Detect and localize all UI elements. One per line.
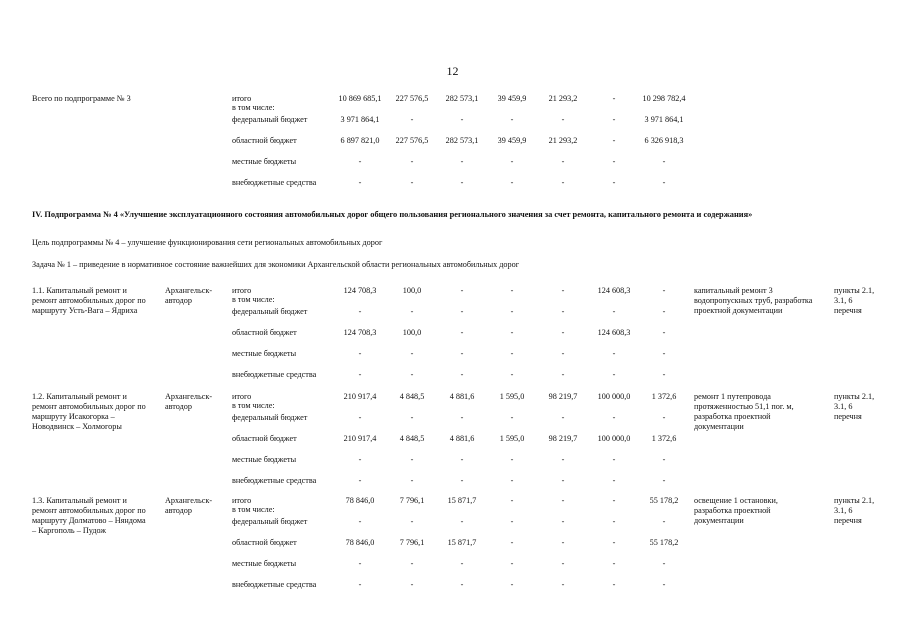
amount-cell: 78 846,0 [345,538,375,547]
amount-cell: 7 796,1 [399,496,425,505]
amount-cell: - [662,476,666,485]
amount-cell: - [510,370,514,379]
page-number: 12 [446,64,459,78]
amount-cell: - [460,370,464,379]
funding-source-label: областной бюджет [232,434,297,443]
item-executor: Архангельск-автодор [165,286,213,305]
amount-cell: - [561,286,565,295]
amount-cell: 282 573,1 [445,94,479,103]
subprogram-goal: Цель подпрограммы № 4 – улучшение функционирования сети региональных автомобильных дорог [32,238,383,247]
amount-cell: 55 178,2 [649,538,679,547]
amount-cell: - [410,370,414,379]
amount-cell: - [460,580,464,589]
amount-cell: - [460,517,464,526]
amount-cell: - [460,349,464,358]
amount-cell: - [460,157,464,166]
amount-cell: - [358,307,362,316]
amount-cell: - [561,455,565,464]
amount-cell: 100 000,0 [597,392,631,401]
amount-cell: - [612,178,616,187]
amount-cell: - [460,413,464,422]
amount-cell: - [358,349,362,358]
funding-source-label: федеральный бюджет [232,413,308,422]
amount-cell: 98 219,7 [548,434,578,443]
amount-cell: - [561,157,565,166]
amount-cell: - [662,455,666,464]
amount-cell: - [510,286,514,295]
amount-cell: - [510,157,514,166]
item-result: капитальный ремонт 3 водопропускных труб, разработка проектной документации [694,286,813,315]
amount-cell: 4 881,6 [449,392,475,401]
amount-cell: - [662,286,666,295]
amount-cell: - [510,538,514,547]
amount-cell: - [510,178,514,187]
amount-cell: - [561,115,565,124]
funding-source-label: областной бюджет [232,328,297,337]
amount-cell: 210 917,4 [343,392,377,401]
funding-source-label: внебюджетные средства [232,476,317,485]
funding-source-label: местные бюджеты [232,349,297,358]
amount-cell: - [612,94,616,103]
amount-cell: - [358,476,362,485]
amount-cell: - [410,178,414,187]
amount-cell: 4 848,5 [399,434,425,443]
amount-cell: 10 869 685,1 [338,94,382,103]
funding-source-label: итого [232,286,252,295]
item-name: 1.1. Капитальный ремонт и ремонт автомобильных дорог по маршруту Усть-Вага – Ядриха [32,286,146,315]
amount-cell: 39 459,9 [497,94,527,103]
amount-cell: 1 372,6 [651,392,677,401]
funding-source-label: внебюджетные средства [232,178,317,187]
amount-cell: - [561,538,565,547]
funding-source-label: местные бюджеты [232,157,297,166]
amount-cell: 3 971 864,1 [340,115,380,124]
amount-cell: - [612,580,616,589]
amount-cell: - [662,370,666,379]
amount-cell: 100,0 [402,328,422,337]
amount-cell: - [510,580,514,589]
amount-cell: - [561,413,565,422]
item-reference: пункты 2.1, 3.1, 6 перечня [834,496,875,525]
amount-cell: - [662,307,666,316]
amount-cell: - [460,476,464,485]
funding-source-sublabel: в том числе: [232,401,275,410]
amount-cell: - [460,178,464,187]
item-reference: пункты 2.1, 3.1, 6 перечня [834,286,875,315]
funding-source-sublabel: в том числе: [232,295,275,304]
item-name: 1.3. Капитальный ремонт и ремонт автомобильных дорог по маршруту Долматово – Няндома – Каргополь – Пудож [32,496,146,535]
task-statement: Задача № 1 – приведение в нормативное состояние важнейших для экономики Архангельской области региональных автомобильных дорог [32,260,520,269]
amount-cell: 1 595,0 [499,434,525,443]
amount-cell: 7 796,1 [399,538,425,547]
amount-cell: - [561,580,565,589]
amount-cell: - [612,559,616,568]
amount-cell: - [612,307,616,316]
item-result: ремонт 1 путепровода протяженностью 51,1 пог. м, разработка проектной документации [694,392,794,431]
amount-cell: - [612,136,616,145]
funding-source-label: федеральный бюджет [232,307,308,316]
amount-cell: - [410,413,414,422]
amount-cell: 124 608,3 [597,286,631,295]
amount-cell: - [561,559,565,568]
funding-source-label: федеральный бюджет [232,115,308,124]
amount-cell: - [662,580,666,589]
amount-cell: 78 846,0 [345,496,375,505]
amount-cell: - [561,349,565,358]
amount-cell: 15 871,7 [447,538,477,547]
amount-cell: 100 000,0 [597,434,631,443]
amount-cell: - [510,517,514,526]
funding-source-label: итого [232,496,252,505]
funding-source-sublabel: в том числе: [232,103,275,112]
amount-cell: - [561,178,565,187]
amount-cell: - [612,455,616,464]
funding-source-label: внебюджетные средства [232,370,317,379]
funding-source-label: областной бюджет [232,136,297,145]
amount-cell: - [510,349,514,358]
amount-cell: - [561,307,565,316]
amount-cell: 1 595,0 [499,392,525,401]
amount-cell: - [561,476,565,485]
amount-cell: - [662,328,666,337]
funding-source-label: внебюджетные средства [232,580,317,589]
amount-cell: 6 897 821,0 [340,136,380,145]
amount-cell: - [612,349,616,358]
amount-cell: 4 848,5 [399,392,425,401]
amount-cell: 124 708,3 [343,328,377,337]
section-title: IV. Подпрограмма № 4 «Улучшение эксплуатационного состояния автомобильных дорог общего пользования регионального значения за счет ремонта, капитального ремонта и содержания» [32,210,753,219]
amount-cell: 98 219,7 [548,392,578,401]
amount-cell: - [662,413,666,422]
amount-cell: - [410,455,414,464]
amount-cell: - [410,349,414,358]
amount-cell: - [358,559,362,568]
amount-cell: - [510,455,514,464]
subprogram3-total-label: Всего по подпрограмме № 3 [32,94,131,103]
amount-cell: - [612,157,616,166]
amount-cell: - [662,178,666,187]
amount-cell: - [612,538,616,547]
amount-cell: - [358,178,362,187]
amount-cell: - [612,413,616,422]
amount-cell: 124 608,3 [597,328,631,337]
amount-cell: - [460,286,464,295]
amount-cell: - [460,559,464,568]
amount-cell: 124 708,3 [343,286,377,295]
amount-cell: - [561,370,565,379]
amount-cell: 1 372,6 [651,434,677,443]
amount-cell: - [561,517,565,526]
item-result: освещение 1 остановки, разработка проектной документации [694,496,778,525]
amount-cell: 227 576,5 [395,136,429,145]
amount-cell: - [612,370,616,379]
amount-cell: 100,0 [402,286,422,295]
amount-cell: 3 971 864,1 [644,115,684,124]
amount-cell: - [662,349,666,358]
amount-cell: - [510,413,514,422]
amount-cell: - [510,328,514,337]
amount-cell: - [612,496,616,505]
amount-cell: - [358,370,362,379]
amount-cell: - [510,307,514,316]
amount-cell: - [510,476,514,485]
funding-source-label: областной бюджет [232,538,297,547]
funding-source-label: итого [232,392,252,401]
funding-source-label: местные бюджеты [232,455,297,464]
item-executor: Архангельск-автодор [165,392,213,411]
amount-cell: - [460,307,464,316]
amount-cell: - [510,115,514,124]
item-executor: Архангельск-автодор [165,496,213,515]
amount-cell: - [510,496,514,505]
amount-cell: - [662,517,666,526]
amount-cell: - [410,580,414,589]
funding-source-label: федеральный бюджет [232,517,308,526]
amount-cell: - [358,413,362,422]
amount-cell: - [662,559,666,568]
amount-cell: 21 293,2 [548,136,578,145]
amount-cell: - [358,157,362,166]
amount-cell: 15 871,7 [447,496,477,505]
amount-cell: - [358,455,362,464]
funding-source-sublabel: в том числе: [232,505,275,514]
amount-cell: - [612,115,616,124]
amount-cell: - [358,580,362,589]
amount-cell: 55 178,2 [649,496,679,505]
amount-cell: - [410,559,414,568]
amount-cell: - [410,517,414,526]
amount-cell: 39 459,9 [497,136,527,145]
amount-cell: - [612,517,616,526]
amount-cell: - [460,328,464,337]
amount-cell: - [410,115,414,124]
amount-cell: - [510,559,514,568]
amount-cell: - [662,157,666,166]
amount-cell: - [460,115,464,124]
amount-cell: 282 573,1 [445,136,479,145]
item-reference: пункты 2.1, 3.1, 6 перечня [834,392,875,421]
amount-cell: - [561,328,565,337]
funding-source-label: местные бюджеты [232,559,297,568]
amount-cell: - [410,157,414,166]
amount-cell: 6 326 918,3 [644,136,684,145]
item-name: 1.2. Капитальный ремонт и ремонт автомобильных дорог по маршруту Исакогорка – Новодвинск – Холмогоры [32,392,146,431]
amount-cell: 210 917,4 [343,434,377,443]
amount-cell: - [358,517,362,526]
amount-cell: 10 298 782,4 [642,94,686,103]
amount-cell: 21 293,2 [548,94,578,103]
amount-cell: 227 576,5 [395,94,429,103]
funding-source-label: итого [232,94,252,103]
amount-cell: - [612,476,616,485]
amount-cell: - [460,455,464,464]
amount-cell: - [410,307,414,316]
amount-cell: - [561,496,565,505]
amount-cell: 4 881,6 [449,434,475,443]
amount-cell: - [410,476,414,485]
